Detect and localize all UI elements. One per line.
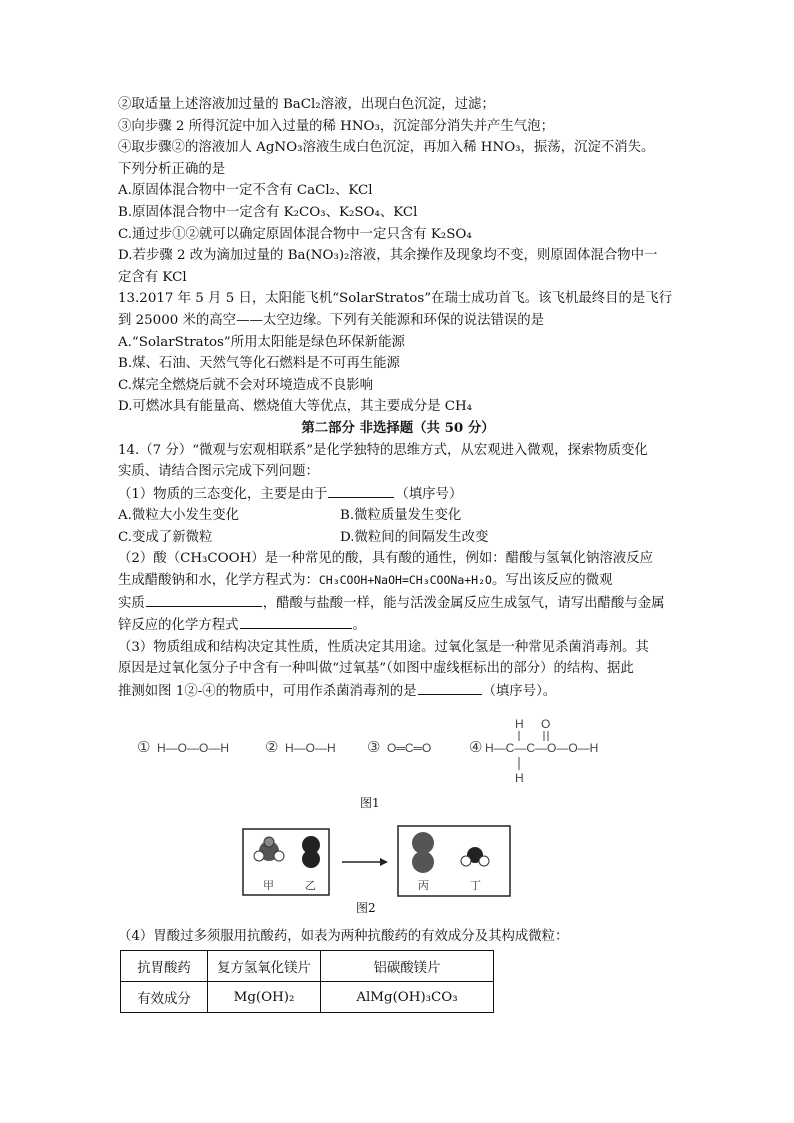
table-cell: AlMg(OH)₃CO₃ — [321, 982, 494, 1013]
q14-option-b: B.微粒质量发生变化 — [340, 508, 462, 524]
molecule-jia-h2 — [274, 851, 284, 861]
figure-1-structures — [135, 718, 655, 818]
q12-prompt: 下列分析正确的是 — [118, 161, 226, 177]
step-4: ④取步骤②的溶液加人 AgNO₃溶液生成白色沉淀，再加入稀 HNO₃，振荡，沉淀不消失。 — [118, 140, 655, 156]
q14-part-2-eq-line: 生成醋酸钠和水，化学方程式为：CH₃COOH+NaOH=CH₃COONa+H₂O。写出该反应的微观 — [118, 573, 613, 589]
q14-stem-cont: 实质、请结合图示完成下列问题： — [118, 464, 319, 480]
antacid-table — [120, 950, 494, 1013]
molecule-bing-atom2 — [412, 851, 434, 873]
table-row — [121, 982, 494, 1013]
q12-option-a: A.原固体混合物中一定不含有 CaCl₂、KCl — [118, 183, 373, 199]
molecule-ding-h2 — [479, 856, 489, 866]
step-3: ③向步骤 2 所得沉淀中加入过量的稀 HNO₃，沉淀部分消失并产生气泡； — [118, 118, 554, 134]
q12-option-c: C.通过步①②就可以确定原固体混合物中一定只含有 K₂SO₄ — [118, 226, 472, 242]
q12-option-b: B.原固体混合物中一定含有 K₂CO₃、K₂SO₄、KCl — [118, 204, 418, 220]
q13-option-c: C.煤完全燃烧后就不会对环境造成不良影响 — [118, 377, 374, 393]
equation: CH₃COOH+NaOH=CH₃COONa+H₂O — [318, 573, 492, 588]
q14-option-c: C.变成了新微粒 — [118, 529, 213, 545]
methyl-h-top: H — [515, 718, 524, 731]
table-cell: 抗胃酸药 — [121, 951, 208, 982]
q12-option-d-cont: 定含有 KCl — [118, 269, 187, 285]
answer-blank-3[interactable] — [240, 614, 352, 629]
step-2: ②取适量上述溶液加过量的 BaCl₂溶液，出现白色沉淀，过滤； — [118, 97, 495, 112]
q14-part-2-zinc-line: 锌反应的化学方程式 。 — [118, 614, 678, 637]
structure-1-formula: H—O—O—H — [157, 741, 229, 755]
q14-part-3: （3）物质组成和结构决定其性质，性质决定其用途。过氧化氢是一种常见杀菌消毒剂。其 — [118, 639, 649, 655]
molecule-yi-atom2 — [302, 850, 320, 868]
structure-2-num: ② — [265, 739, 279, 756]
structure-1-num: ① — [137, 739, 151, 756]
question-text — [118, 94, 678, 703]
label-yi: 乙 — [305, 880, 316, 892]
structure-3-formula: O═C═O — [387, 741, 432, 755]
q14-part-3-blank-line: 推测如图 1②-④的物质中，可用作杀菌消毒剂的是 （填序号）。 — [118, 680, 678, 703]
q13-option-a: A.“SolarStratos”所用太阳能是绿色环保新能源 — [118, 334, 405, 350]
table-cell: 复方氢氧化镁片 — [208, 951, 321, 982]
q13-option-d: D.可燃冰具有能量高、燃烧值大等优点，其主要成分是 CH₄ — [118, 399, 473, 415]
q14-part-4: （4）胃酸过多须服用抗酸药，如表为两种抗酸药的有效成分及其构成微粒： — [118, 929, 569, 944]
molecule-jia-h1 — [254, 851, 264, 861]
figure-1-caption: 图1 — [360, 796, 380, 810]
q14-option-a: A.微粒大小发生变化 — [118, 508, 240, 524]
q14-part-2-blank-line: 实质 ，醋酸与盐酸一样，能与活泼金属反应生成氢气，请写出醋酸与金属 — [118, 592, 678, 615]
q14-part-2: （2）酸（CH₃COOH）是一种常见的酸，具有酸的通性，例如：醋酸与氢氧化钠溶液反应 — [118, 551, 653, 567]
arrow-head — [380, 858, 388, 866]
figure-2-caption: 图2 — [356, 901, 376, 915]
q14-stem: 14.（7 分）“微观与宏观相联系”是化学独特的思维方式，从宏观进入微观，探索物质变化 — [118, 442, 648, 458]
label-bing: 丙 — [418, 880, 429, 892]
q14-options-row-1 — [118, 505, 678, 527]
part-2-heading: 第二部分 非选择题（共 50 分） — [301, 419, 495, 436]
molecule-jia-top — [264, 837, 274, 847]
table-cell: Mg(OH)₂ — [208, 982, 321, 1013]
q13-option-b: B.煤、石油、天然气等化石燃料是不可再生能源 — [118, 356, 400, 372]
figure-2-reaction — [242, 825, 514, 897]
structure-2-formula: H—O—H — [285, 741, 336, 755]
carbonyl-o: O — [541, 718, 551, 731]
molecule-ding-h1 — [461, 856, 471, 866]
q13-stem: 13.2017 年 5 月 5 日，太阳能飞机“SolarStratos”在瑞士成功首飞。该飞机最终目的是飞行 — [118, 291, 673, 307]
q14-part-3-cont: 原因是过氧化氢分子中含有一种叫做“过氧基”（如图中虚线框标出的部分）的结构、据此 — [118, 661, 634, 677]
label-ding: 丁 — [470, 880, 481, 892]
structure-4-num: ④ — [469, 739, 483, 756]
q14-part-1: （1）物质的三态变化，主要是由于 （填序号） — [118, 483, 678, 506]
q14-options-row-2 — [118, 527, 678, 549]
q14-option-d: D.微粒间的间隔发生改变 — [340, 529, 489, 545]
table-cell: 铝碳酸镁片 — [321, 951, 494, 982]
q12-option-d: D.若步骤 2 改为滴加过量的 Ba(NO₃)₂溶液，其余操作及现象均不变，则原固体混合物中一 — [118, 248, 658, 264]
structure-4-formula: H—C—C—O—O—H — [485, 741, 599, 755]
table-row — [121, 951, 494, 982]
answer-blank-2[interactable] — [146, 592, 262, 607]
structure-3-num: ③ — [367, 739, 381, 756]
q13-stem-cont: 到 25000 米的高空——太空边缘。下列有关能源和环保的说法错误的是 — [118, 312, 545, 328]
answer-blank-1[interactable] — [328, 483, 394, 498]
label-jia: 甲 — [263, 880, 274, 892]
table-cell: 有效成分 — [121, 982, 208, 1013]
methyl-h-bottom: H — [515, 771, 524, 785]
answer-blank-4[interactable] — [418, 680, 482, 695]
molecule-bing-atom1 — [412, 832, 434, 854]
